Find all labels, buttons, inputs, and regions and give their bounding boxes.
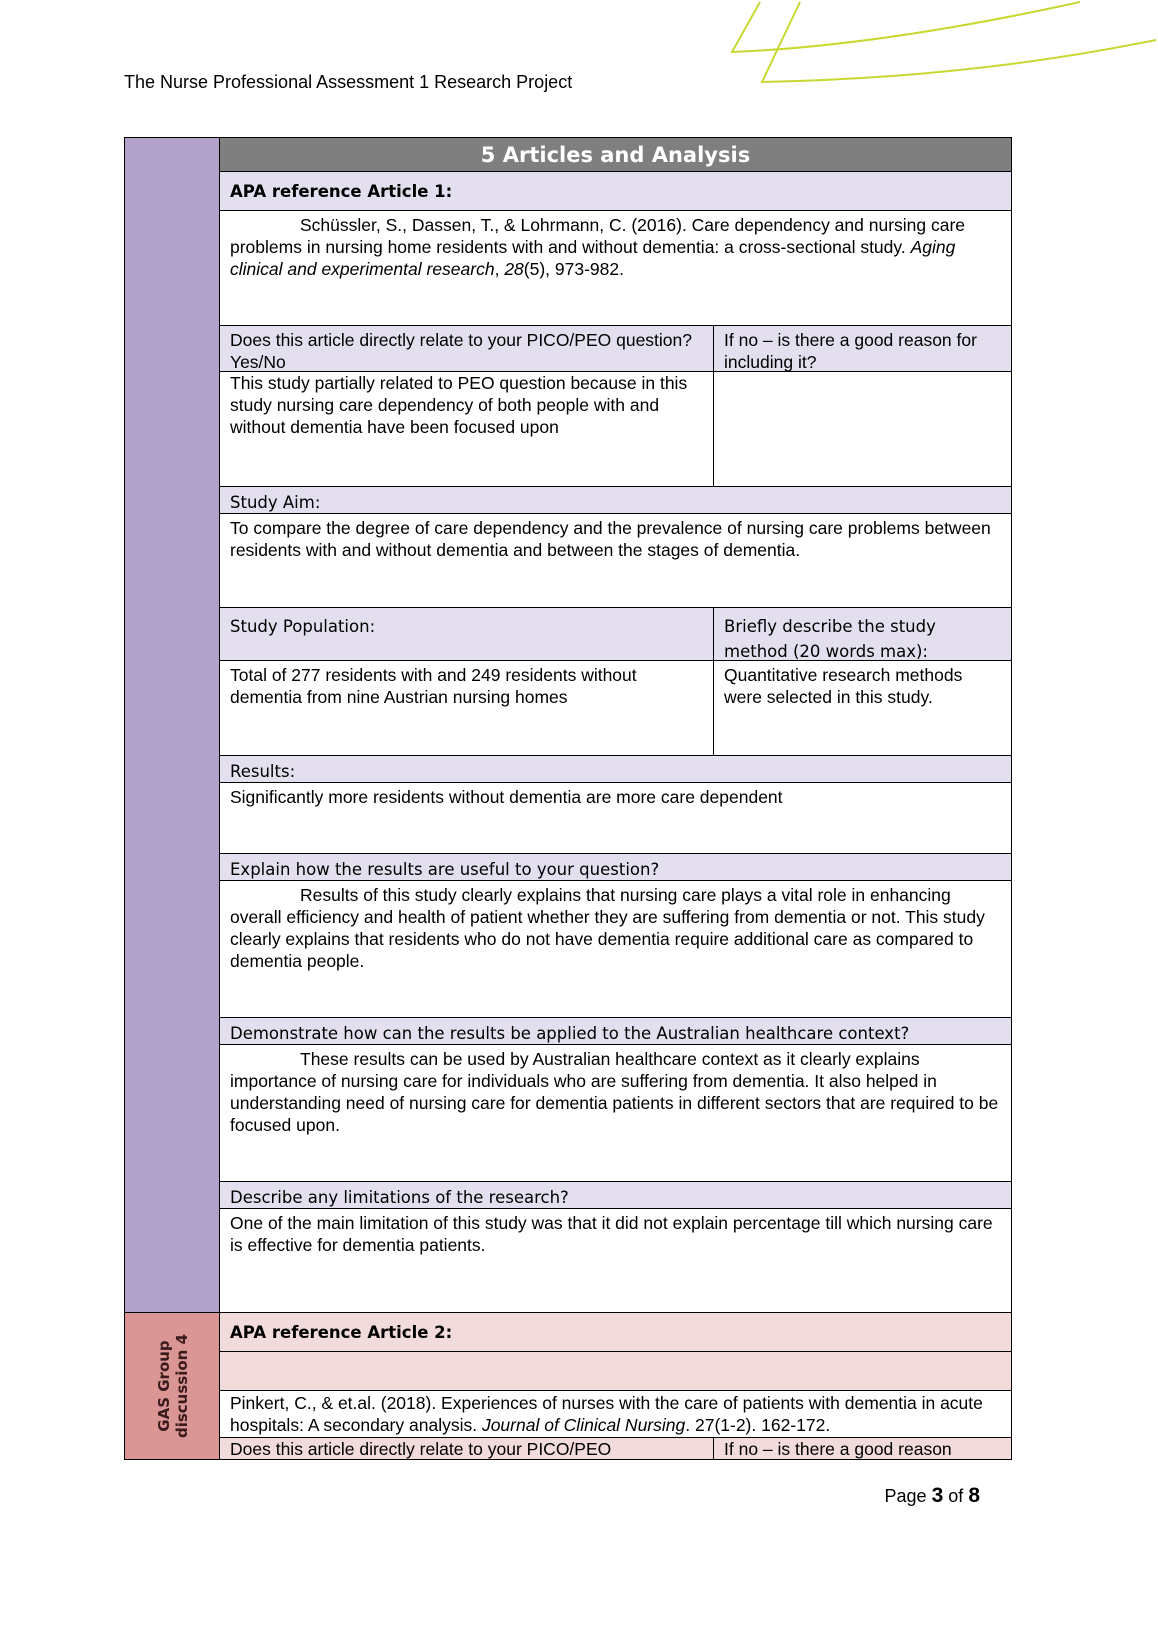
- article1-aim-text: To compare the degree of care dependency and the prevalence of nursing care problems between residents with and without dementia and between the stages of dementia.: [219, 513, 1012, 608]
- article2-ifno-question: If no – is there a good reason: [713, 1437, 1012, 1460]
- article1-apply-text: These results can be used by Australian healthcare context as it clearly explains importance of nursing care for individuals who are suffering from dementia. It also helped in understanding need of nursing care for dementia patients in different sectors that are required to be focused upon.: [219, 1044, 1012, 1182]
- article1-ifno-answer: [713, 371, 1012, 487]
- article2-sidebar: [124, 1312, 220, 1460]
- article1-relate-answer: This study partially related to PEO question because in this study nursing care dependency of both people with and without dementia have been focused upon: [219, 371, 714, 487]
- article1-useful-label: Explain how the results are useful to your question?: [219, 853, 1012, 881]
- table-title: 5 Articles and Analysis: [219, 137, 1012, 172]
- article1-limitations-text: One of the main limitation of this study was that it did not explain percentage till which nursing care is effective for dementia patients.: [219, 1208, 1012, 1313]
- article1-population-label: Study Population:: [219, 607, 714, 661]
- article2-ref-text: Pinkert, C., & et.al. (2018). Experiences of nurses with the care of patients with dementia in acute hospitals: A secondary analysis. Journal of Clinical Nursing. 27(1-2). 162-172.: [219, 1390, 1012, 1438]
- article2-ref-label: APA reference Article 2:: [219, 1312, 1012, 1352]
- article1-aim-label: Study Aim:: [219, 486, 1012, 514]
- article1-apply-label: Demonstrate how can the results be applied to the Australian healthcare context?: [219, 1017, 1012, 1045]
- decorative-swoosh-lines: [720, 0, 1158, 90]
- article2-relate-question: Does this article directly relate to your PICO/PEO: [219, 1437, 714, 1460]
- article1-ifno-question: If no – is there a good reason for including it?: [713, 325, 1012, 372]
- article1-population-text: Total of 277 residents with and 249 residents without dementia from nine Austrian nursing homes: [219, 660, 714, 756]
- article1-relate-question: Does this article directly relate to your PICO/PEO question? Yes/No: [219, 325, 714, 372]
- article1-method-label: Briefly describe the study method (20 words max):: [713, 607, 1012, 661]
- article1-results-text: Significantly more residents without dementia are more care dependent: [219, 782, 1012, 854]
- document-header-title: The Nurse Professional Assessment 1 Research Project: [124, 72, 573, 92]
- article1-sidebar: [124, 137, 220, 1313]
- gas-group-label: GAS Group discussion 4: [155, 1333, 191, 1439]
- article1-ref-text: Schüssler, S., Dassen, T., & Lohrmann, C. (2016). Care dependency and nursing care problems in nursing home residents with and without dementia: a cross-sectional study. Aging clinical and experimental research, 28(5), 973-982.: [219, 210, 1012, 326]
- article1-limitations-label: Describe any limitations of the research?: [219, 1181, 1012, 1209]
- article1-ref-label: APA reference Article 1:: [219, 171, 1012, 211]
- article2-ref-blank: [219, 1351, 1012, 1391]
- article1-results-label: Results:: [219, 755, 1012, 783]
- article1-useful-text: Results of this study clearly explains that nursing care plays a vital role in enhancing overall efficiency and health of patient whether they are suffering from dementia or not. This study clearly explains that residents who do not have dementia require additional care as compared to dementia people.: [219, 880, 1012, 1018]
- article1-method-text: Quantitative research methods were selected in this study.: [713, 660, 1012, 756]
- page-number: Page 3 of 8: [884, 1484, 980, 1507]
